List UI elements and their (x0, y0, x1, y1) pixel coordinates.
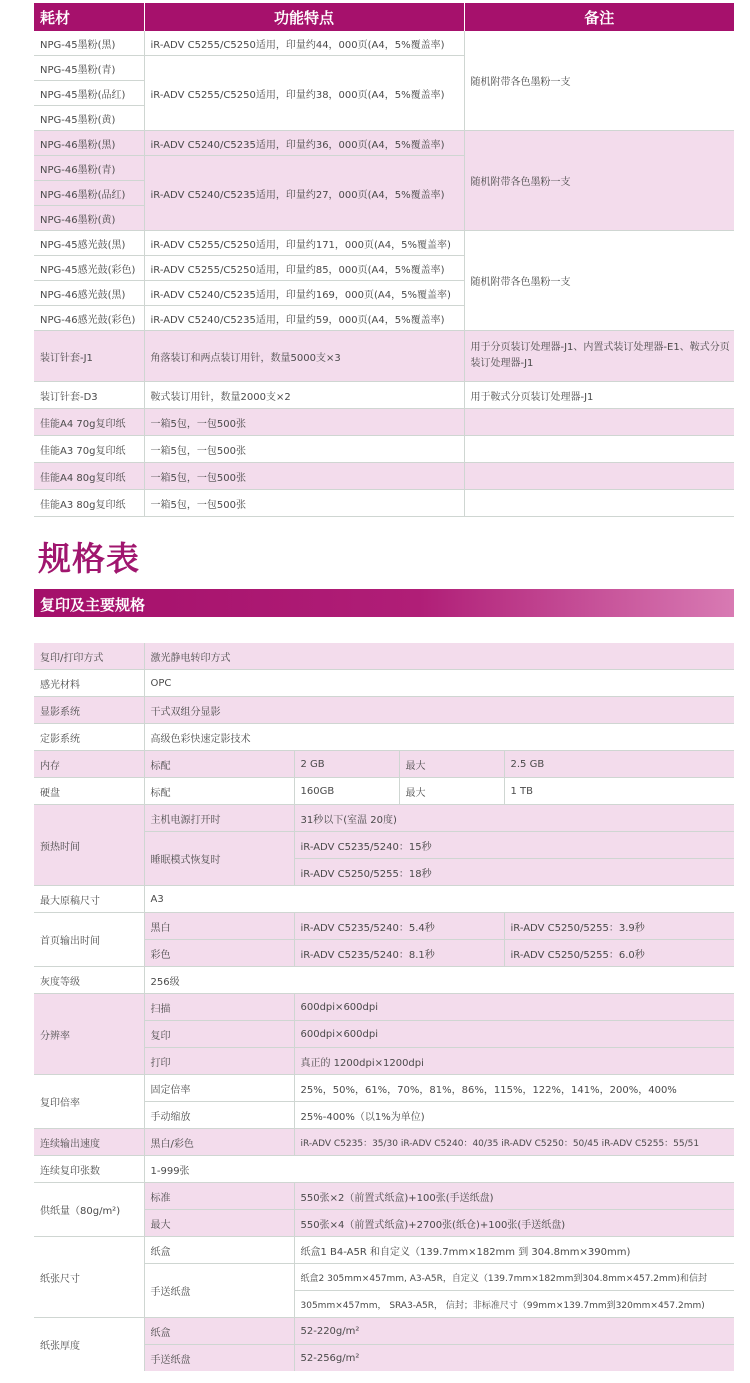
table-row (34, 436, 734, 463)
item-cell: NPG-46感光鼓(彩色) (34, 306, 144, 331)
item-cell: NPG-45墨粉(黑) (34, 31, 144, 56)
remark-cell (464, 409, 734, 436)
feature-cell: 一箱5包，一包500张 (144, 409, 464, 436)
spec-value: 600dpi×600dpi (294, 1021, 734, 1048)
remark-cell: 随机附带各色墨粉一支 (464, 231, 734, 331)
spec-value: 2 GB (294, 751, 399, 778)
spec-value: 干式双组分显影 (144, 697, 734, 724)
spec-label: 连续复印张数 (34, 1156, 144, 1183)
table-header-row (34, 3, 734, 31)
item-cell: NPG-46感光鼓(黑) (34, 281, 144, 306)
table-row (34, 31, 734, 56)
table-row (34, 724, 734, 751)
spec-sublabel: 纸盒 (144, 1237, 294, 1264)
spec-label: 最大原稿尺寸 (34, 886, 144, 913)
feature-cell: iR-ADV C5255/C5250适用，印量约85，000页(A4，5%覆盖率) (144, 256, 464, 281)
remark-cell: 用于分页装订处理器-J1、内置式装订处理器-E1、鞍式分页装订处理器-J1 (464, 331, 734, 382)
item-cell: 佳能A4 70g复印纸 (34, 409, 144, 436)
feature-cell: iR-ADV C5240/C5235适用，印量约59，000页(A4，5%覆盖率) (144, 306, 464, 331)
spec-value: 256级 (144, 967, 734, 994)
spec-value: A3 (144, 886, 734, 913)
header-remark: 备注 (464, 3, 734, 31)
spec-label: 预热时间 (34, 805, 144, 886)
spec-value: 激光静电转印方式 (144, 643, 734, 670)
spec-value: 真正的 1200dpi×1200dpi (294, 1048, 734, 1075)
spec-value: 25%-400%（以1%为单位) (294, 1102, 734, 1129)
spec-sublabel: 手送纸盘 (144, 1264, 294, 1318)
table-row (34, 409, 734, 436)
item-cell: 佳能A4 80g复印纸 (34, 463, 144, 490)
table-row (34, 463, 734, 490)
table-row (34, 490, 734, 517)
spec-label: 灰度等级 (34, 967, 144, 994)
spec-value: 2.5 GB (504, 751, 734, 778)
item-cell: NPG-46墨粉(黑) (34, 131, 144, 156)
feature-cell: 角落装订和两点装订用针，数量5000支×3 (144, 331, 464, 382)
spec-value: 25%，50%，61%，70%，81%，86%，115%，122%，141%，200%，400% (294, 1075, 734, 1102)
feature-cell: 鞍式装订用针，数量2000支×2 (144, 382, 464, 409)
spec-value: 305mm×457mm， SRA3-A5R， 信封；非标准尺寸（99mm×139.7mm到320mm×457.2mm) (294, 1291, 734, 1318)
spec-sublabel: 固定倍率 (144, 1075, 294, 1102)
spec-sublabel: 黑白 (144, 913, 294, 940)
spec-value: 纸盒2 305mm×457mm, A3-A5R，自定义（139.7mm×182mm到304.8mm×457.2mm)和信封 (294, 1264, 734, 1291)
spec-sublabel: 最大 (144, 1210, 294, 1237)
spec-label: 纸张尺寸 (34, 1237, 144, 1318)
spec-sublabel: 手动缩放 (144, 1102, 294, 1129)
spec-sublabel: 标准 (144, 1183, 294, 1210)
table-row (34, 131, 734, 156)
item-cell: 佳能A3 70g复印纸 (34, 436, 144, 463)
consumables-table (34, 3, 734, 517)
spec-table (34, 643, 734, 1371)
header-item: 耗材 (34, 3, 144, 31)
feature-cell: iR-ADV C5240/C5235适用，印量约36，000页(A4，5%覆盖率) (144, 131, 464, 156)
table-row (34, 967, 734, 994)
spec-value: 1-999张 (144, 1156, 734, 1183)
spec-sublabel: 彩色 (144, 940, 294, 967)
section-title: 复印及主要规格 (40, 596, 146, 614)
spec-value: 纸盒1 B4-A5R 和自定义（139.7mm×182mm 到 304.8mm×390mm) (294, 1237, 734, 1264)
table-row (34, 778, 734, 805)
header-feature: 功能特点 (144, 3, 464, 31)
spec-value: iR-ADV C5250/5255：6.0秒 (504, 940, 734, 967)
table-row (34, 670, 734, 697)
table-row (34, 886, 734, 913)
spec-value: 1 TB (504, 778, 734, 805)
feature-cell: 一箱5包，一包500张 (144, 463, 464, 490)
table-row (34, 1237, 734, 1264)
item-cell: 装订针套-J1 (34, 331, 144, 382)
table-row (34, 1075, 734, 1102)
spec-sublabel: 复印 (144, 1021, 294, 1048)
spec-title: 规格表 (38, 539, 140, 578)
spec-label: 内存 (34, 751, 144, 778)
item-cell: NPG-45墨粉(黄) (34, 106, 144, 131)
spec-value: 52-256g/m² (294, 1345, 734, 1372)
table-row (34, 751, 734, 778)
section-header-bar (34, 589, 734, 617)
spec-value: iR-ADV C5250/5255：3.9秒 (504, 913, 734, 940)
item-cell: NPG-45墨粉(青) (34, 56, 144, 81)
remark-cell: 随机附带各色墨粉一支 (464, 131, 734, 231)
spec-sublabel: 标配 (144, 778, 294, 805)
feature-cell: iR-ADV C5240/C5235适用，印量约27，000页(A4，5%覆盖率) (144, 156, 464, 231)
spec-sublabel: 打印 (144, 1048, 294, 1075)
remark-cell (464, 436, 734, 463)
table-row (34, 994, 734, 1021)
feature-cell: iR-ADV C5255/C5250适用，印量约38，000页(A4，5%覆盖率) (144, 56, 464, 131)
spec-value: 600dpi×600dpi (294, 994, 734, 1021)
spec-value: 52-220g/m² (294, 1318, 734, 1345)
spec-sublabel: 标配 (144, 751, 294, 778)
table-row (34, 1183, 734, 1210)
spec-label: 分辨率 (34, 994, 144, 1075)
spec-value: 31秒以下(室温 20度) (294, 805, 734, 832)
table-row (34, 913, 734, 940)
spec-label: 复印/打印方式 (34, 643, 144, 670)
spec-label: 供纸量（80g/m²) (34, 1183, 144, 1237)
spec-sublabel: 黑白/彩色 (144, 1129, 294, 1156)
item-cell: NPG-45感光鼓(黑) (34, 231, 144, 256)
table-row (34, 643, 734, 670)
spec-value: OPC (144, 670, 734, 697)
spec-value: iR-ADV C5235/5240：15秒 (294, 832, 734, 859)
spec-value: iR-ADV C5235：35/30 iR-ADV C5240：40/35 iR-ADV C5250：50/45 iR-ADV C5255：55/51 (294, 1129, 734, 1156)
table-row (34, 805, 734, 832)
spec-sublabel: 手送纸盘 (144, 1345, 294, 1372)
table-row (34, 331, 734, 382)
table-row (34, 382, 734, 409)
remark-cell: 用于鞍式分页装订处理器-J1 (464, 382, 734, 409)
feature-cell: 一箱5包，一包500张 (144, 436, 464, 463)
spec-sublabel: 扫描 (144, 994, 294, 1021)
table-row (34, 1129, 734, 1156)
spec-label: 硬盘 (34, 778, 144, 805)
spec-label: 连续输出速度 (34, 1129, 144, 1156)
item-cell: 佳能A3 80g复印纸 (34, 490, 144, 517)
spec-sublabel: 最大 (399, 751, 504, 778)
table-row (34, 1156, 734, 1183)
spec-value: 550张×4（前置式纸盒)+2700张(纸仓)+100张(手送纸盘) (294, 1210, 734, 1237)
item-cell: NPG-45墨粉(品红) (34, 81, 144, 106)
table-row (34, 1318, 734, 1345)
feature-cell: 一箱5包，一包500张 (144, 490, 464, 517)
item-cell: 装订针套-D3 (34, 382, 144, 409)
remark-cell (464, 490, 734, 517)
feature-cell: iR-ADV C5255/C5250适用，印量约171，000页(A4，5%覆盖率) (144, 231, 464, 256)
spec-value: 160GB (294, 778, 399, 805)
spec-value: 高级色彩快速定影技术 (144, 724, 734, 751)
spec-value: 550张×2（前置式纸盒)+100张(手送纸盘) (294, 1183, 734, 1210)
table-row (34, 231, 734, 256)
item-cell: NPG-45感光鼓(彩色) (34, 256, 144, 281)
remark-cell (464, 463, 734, 490)
spec-sublabel: 睡眠模式恢复时 (144, 832, 294, 886)
spec-label: 感光材料 (34, 670, 144, 697)
spec-value: iR-ADV C5250/5255：18秒 (294, 859, 734, 886)
remark-cell: 随机附带各色墨粉一支 (464, 31, 734, 131)
feature-cell: iR-ADV C5255/C5250适用，印量约44，000页(A4，5%覆盖率) (144, 31, 464, 56)
spec-label: 显影系统 (34, 697, 144, 724)
spec-label: 首页输出时间 (34, 913, 144, 967)
spec-label: 纸张厚度 (34, 1318, 144, 1372)
spec-label: 定影系统 (34, 724, 144, 751)
item-cell: NPG-46墨粉(品红) (34, 181, 144, 206)
spec-value: iR-ADV C5235/5240：8.1秒 (294, 940, 504, 967)
spec-sublabel: 最大 (399, 778, 504, 805)
feature-cell: iR-ADV C5240/C5235适用，印量约169，000页(A4，5%覆盖率) (144, 281, 464, 306)
table-row (34, 697, 734, 724)
item-cell: NPG-46墨粉(青) (34, 156, 144, 181)
spec-sublabel: 主机电源打开时 (144, 805, 294, 832)
spec-label: 复印倍率 (34, 1075, 144, 1129)
spec-sublabel: 纸盒 (144, 1318, 294, 1345)
spec-value: iR-ADV C5235/5240：5.4秒 (294, 913, 504, 940)
item-cell: NPG-46墨粉(黄) (34, 206, 144, 231)
